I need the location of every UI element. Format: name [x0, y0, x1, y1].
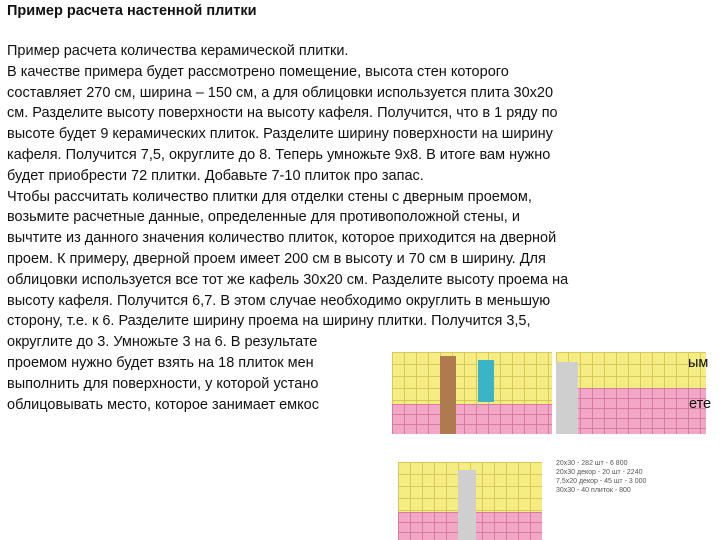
- wall-panel-top: [392, 352, 552, 434]
- teal-window: [478, 360, 494, 402]
- paragraph-line: возьмите расчетные данные, определенные для противоположной стены, и: [7, 209, 520, 226]
- paragraph-line: высоте будет 9 керамических плиток. Разделите ширину поверхности на ширину: [7, 126, 553, 143]
- paragraph-line: облицовывать место, которое занимает емкос: [7, 396, 319, 413]
- pink-tile-band: [392, 404, 552, 434]
- paragraph-line: вычтите из данного значения количество плиток, которое приходится на дверной: [7, 230, 557, 247]
- text-fragment: ым: [688, 355, 709, 371]
- brown-door: [440, 356, 456, 434]
- page-title: Пример расчета настенной плитки: [7, 3, 257, 19]
- wall-panel-bottom: [398, 462, 542, 540]
- paragraph-line: округлите до 3. Умножьте 3 на 6. В результате: [7, 334, 318, 351]
- wall-panel-top-right: [556, 352, 709, 434]
- paragraph-line: проемом нужно будет взять на 18 плиток мен: [7, 354, 314, 371]
- paragraph-line: Чтобы рассчитать количество плитки для отделки стены с дверным проемом,: [7, 188, 532, 205]
- paragraph-line: составляет 270 см, ширина – 150 см, а для облицовки используется плита 30х20: [7, 84, 554, 101]
- paragraph-line: высоту кафеля. Получится 6,7. В этом случае необходимо округлить в меньшую: [7, 292, 551, 309]
- tile-spec-list: [556, 459, 646, 495]
- spec-line: 30x30 - 40 плиток - 800: [556, 487, 631, 494]
- grey-door: [556, 362, 578, 434]
- paragraph-line: проем. К примеру, дверной проем имеет 200 см в высоту и 70 см в ширину. Для: [7, 250, 546, 267]
- paragraph-line: кафеля. Получится 7,5, округлите до 8. Теперь умножьте 9х8. В итоге вам нужно: [7, 146, 551, 163]
- paragraph-line: В качестве примера будет рассмотрено помещение, высота стен которого: [7, 63, 509, 80]
- paragraph-line: сторону, т.е. к 6. Разделите ширину проема на ширину плитки. Получится 3,5,: [7, 313, 531, 330]
- pink-tile-band: [556, 388, 706, 434]
- paragraph-line: выполнить для поверхности, у которой устано: [7, 375, 319, 392]
- spec-line: 20x30 декор - 20 шт - 2240: [556, 469, 643, 476]
- spec-line: 20x30 - 282 шт - 6 800: [556, 460, 628, 467]
- grey-door: [458, 470, 476, 540]
- paragraph-line: будет приобрести 72 плитки. Добавьте 7-10 плиток про запас.: [7, 167, 424, 184]
- text-fragment: ете: [689, 396, 712, 412]
- spec-line: 7,5x20 декор - 45 шт - 3 000: [556, 478, 647, 485]
- paragraph-line: см. Разделите высоту поверхности на высоту кафеля. Получится, что в 1 ряду по: [7, 105, 558, 122]
- paragraph-line: Пример расчета количества керамической плитки.: [7, 43, 349, 59]
- paragraph-line: облицовки используется все тот же кафель 30х20 см. Разделите высоту проема на: [7, 271, 569, 288]
